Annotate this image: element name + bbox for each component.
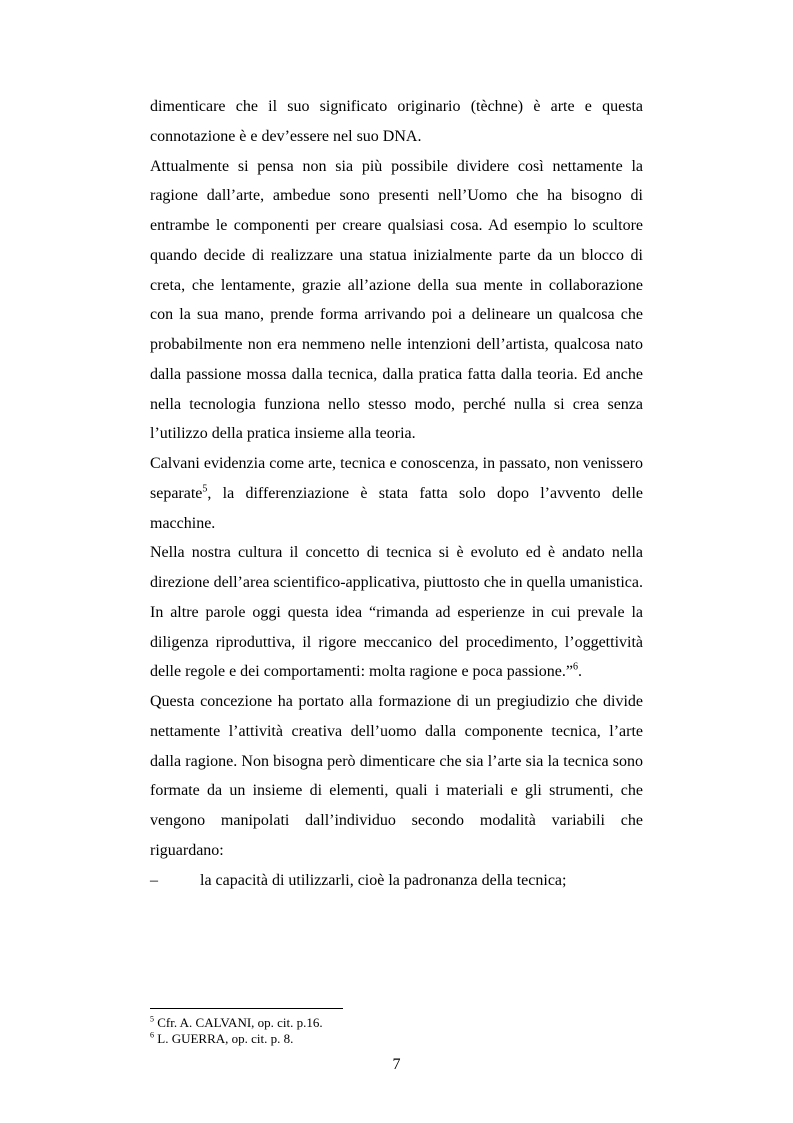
paragraph-cultura-text-end: . <box>577 663 582 681</box>
paragraph-calvani-text-end: , la differenziazione è stata fatta solo dopo l’avvento delle macchine. <box>150 484 643 532</box>
footnote-text-5: Cfr. A. CALVANI, op. cit. p.16. <box>154 1015 323 1030</box>
paragraph-cultura-text: Nella nostra cultura il concetto di tecnica si è evoluto ed è andato nella direzione dell’area scientifico-applicativa, piuttosto che in quella umanistica. In altre parole oggi questa idea “rimanda ad esperienze in cui prevale la diligenza riproduttiva, il rigore meccanico del procedimento, l’oggettività delle regole e dei comportamenti: molta ragione e poca passione.” <box>150 544 643 681</box>
paragraph-calvani <box>150 449 643 538</box>
footnote-5 <box>150 1015 643 1031</box>
footnote-mark-5: 5 <box>150 1014 154 1024</box>
footnote-text-6: L. GUERRA, op. cit. p. 8. <box>154 1031 294 1046</box>
page-body <box>150 92 643 895</box>
list-bullet: – <box>150 871 158 889</box>
list-item <box>150 866 643 896</box>
paragraph-techne: dimenticare che il suo significato originario (tèchne) è arte e questa connotazione è e dev’essere nel suo DNA. <box>150 98 643 145</box>
paragraph-cultura <box>150 538 643 687</box>
footnote-ref-5: 5 <box>202 483 208 495</box>
footnote-separator <box>150 1008 343 1009</box>
footnote-6 <box>150 1031 643 1047</box>
footnote-mark-6: 6 <box>150 1030 154 1040</box>
paragraph-concezione: Questa concezione ha portato alla formazione di un pregiudizio che divide nettamente l’attività creativa dell’uomo dalla componente tecnica, l’arte dalla ragione. Non bisogna però dimenticare che sia l’arte sia la tecnica sono formate da un insieme di elementi, quali i materiali e gli strumenti, che vengono manipolati dall’individuo secondo modalità variabili che riguardano: <box>150 693 643 859</box>
footnotes <box>150 1015 643 1047</box>
list-item-text: la capacità di utilizzarli, cioè la padronanza della tecnica; <box>200 871 567 889</box>
paragraph-ragione-arte: Attualmente si pensa non sia più possibile dividere così nettamente la ragione dall’arte, ambedue sono presenti nell’Uomo che ha bisogno di entrambe le componenti per creare qualsiasi cosa. Ad esempio lo scultore quando decide di realizzare una statua inizialmente parte da un blocco di creta, che lentamente, grazie all’azione della sua mente in collaborazione con la sua mano, prende forma arrivando poi a delineare un qualcosa che probabilmente non era nemmeno nelle intenzioni dell’artista, qualcosa nato dalla passione mossa dalla tecnica, dalla pratica fatta dalla teoria. Ed anche nella tecnologia funziona nello stesso modo, perché nulla si crea senza l’utilizzo della pratica insieme alla teoria. <box>150 157 643 443</box>
footnote-ref-6: 6 <box>572 661 578 673</box>
page-number: 7 <box>392 1056 401 1073</box>
paragraph-calvani-text: Calvani evidenzia come arte, tecnica e conoscenza, in passato, non venissero separate <box>150 455 643 502</box>
